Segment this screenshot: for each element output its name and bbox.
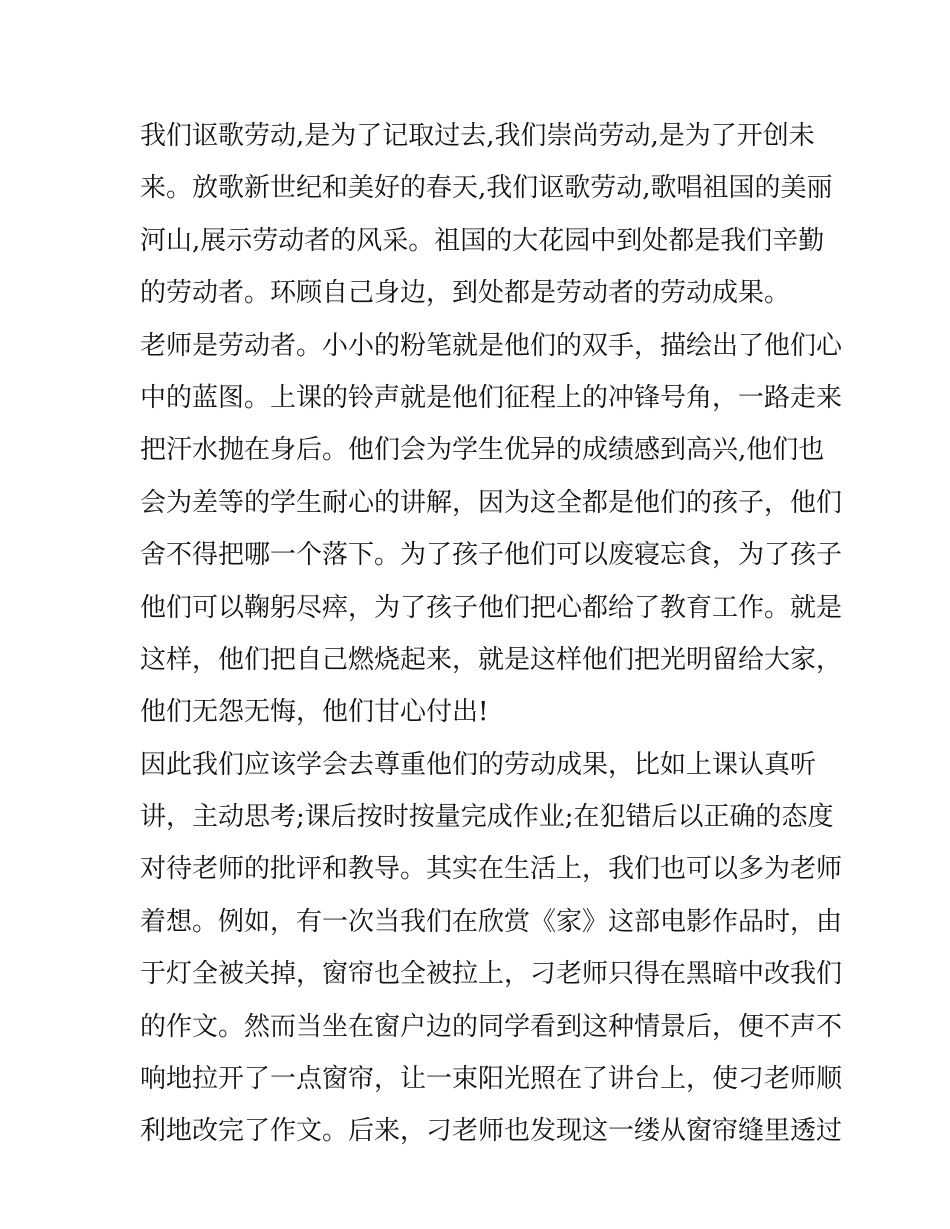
text-line: 讲，主动思考;课后按时按量完成作业;在犯错后以正确的态度 [140, 802, 834, 833]
text-line: 我们讴歌劳动,是为了记取过去,我们崇尚劳动,是为了开创未 [140, 121, 815, 151]
text-line: 利地改完了作文。后来，刁老师也发现这一缕从窗帘缝里透过 [140, 1116, 843, 1147]
text-line: 着想。例如，有一次当我们在欣赏《家》这部电影作品时，由 [140, 906, 843, 937]
text-line: 于灯全被关掉，窗帘也全被拉上，刁老师只得在黑暗中改我们 [140, 959, 843, 990]
text-line: 老师是劳动者。小小的粉笔就是他们的双手，描绘出了他们心 [140, 330, 843, 361]
text-line: 把汗水抛在身后。他们会为学生优异的成绩感到高兴,他们也 [140, 435, 825, 466]
text-line: 他们可以鞠躬尽瘁，为了孩子他们把心都给了教育工作。就是 [140, 592, 843, 623]
body-text [140, 110, 843, 1158]
text-line: 河山,展示劳动者的风采。祖国的大花园中到处都是我们辛勤 [140, 225, 825, 256]
text-line: 因此我们应该学会去尊重他们的劳动成果，比如上课认真听 [140, 749, 817, 780]
text-line: 的劳动者。环顾自己身边，到处都是劳动者的劳动成果。 [140, 278, 791, 309]
text-line: 对待老师的批评和教导。其实在生活上，我们也可以多为老师 [140, 854, 843, 885]
text-line: 这样，他们把自己燃烧起来，就是这样他们把光明留给大家， [140, 644, 843, 675]
text-line: 舍不得把哪一个落下。为了孩子他们可以废寝忘食，为了孩子 [140, 540, 843, 571]
text-line: 响地拉开了一点窗帘，让一束阳光照在了讲台上，使刁老师顺 [140, 1064, 843, 1095]
text-line: 中的蓝图。上课的铃声就是他们征程上的冲锋号角，一路走来 [140, 382, 843, 413]
text-line: 他们无怨无悔，他们甘心付出! [140, 697, 489, 728]
text-line: 的作文。然而当坐在窗户边的同学看到这种情景后，便不声不 [140, 1011, 843, 1042]
text-line: 会为差等的学生耐心的讲解，因为这全都是他们的孩子，他们 [140, 487, 843, 518]
text-line: 来。放歌新世纪和美好的春天,我们讴歌劳动,歌唱祖国的美丽 [140, 173, 833, 204]
